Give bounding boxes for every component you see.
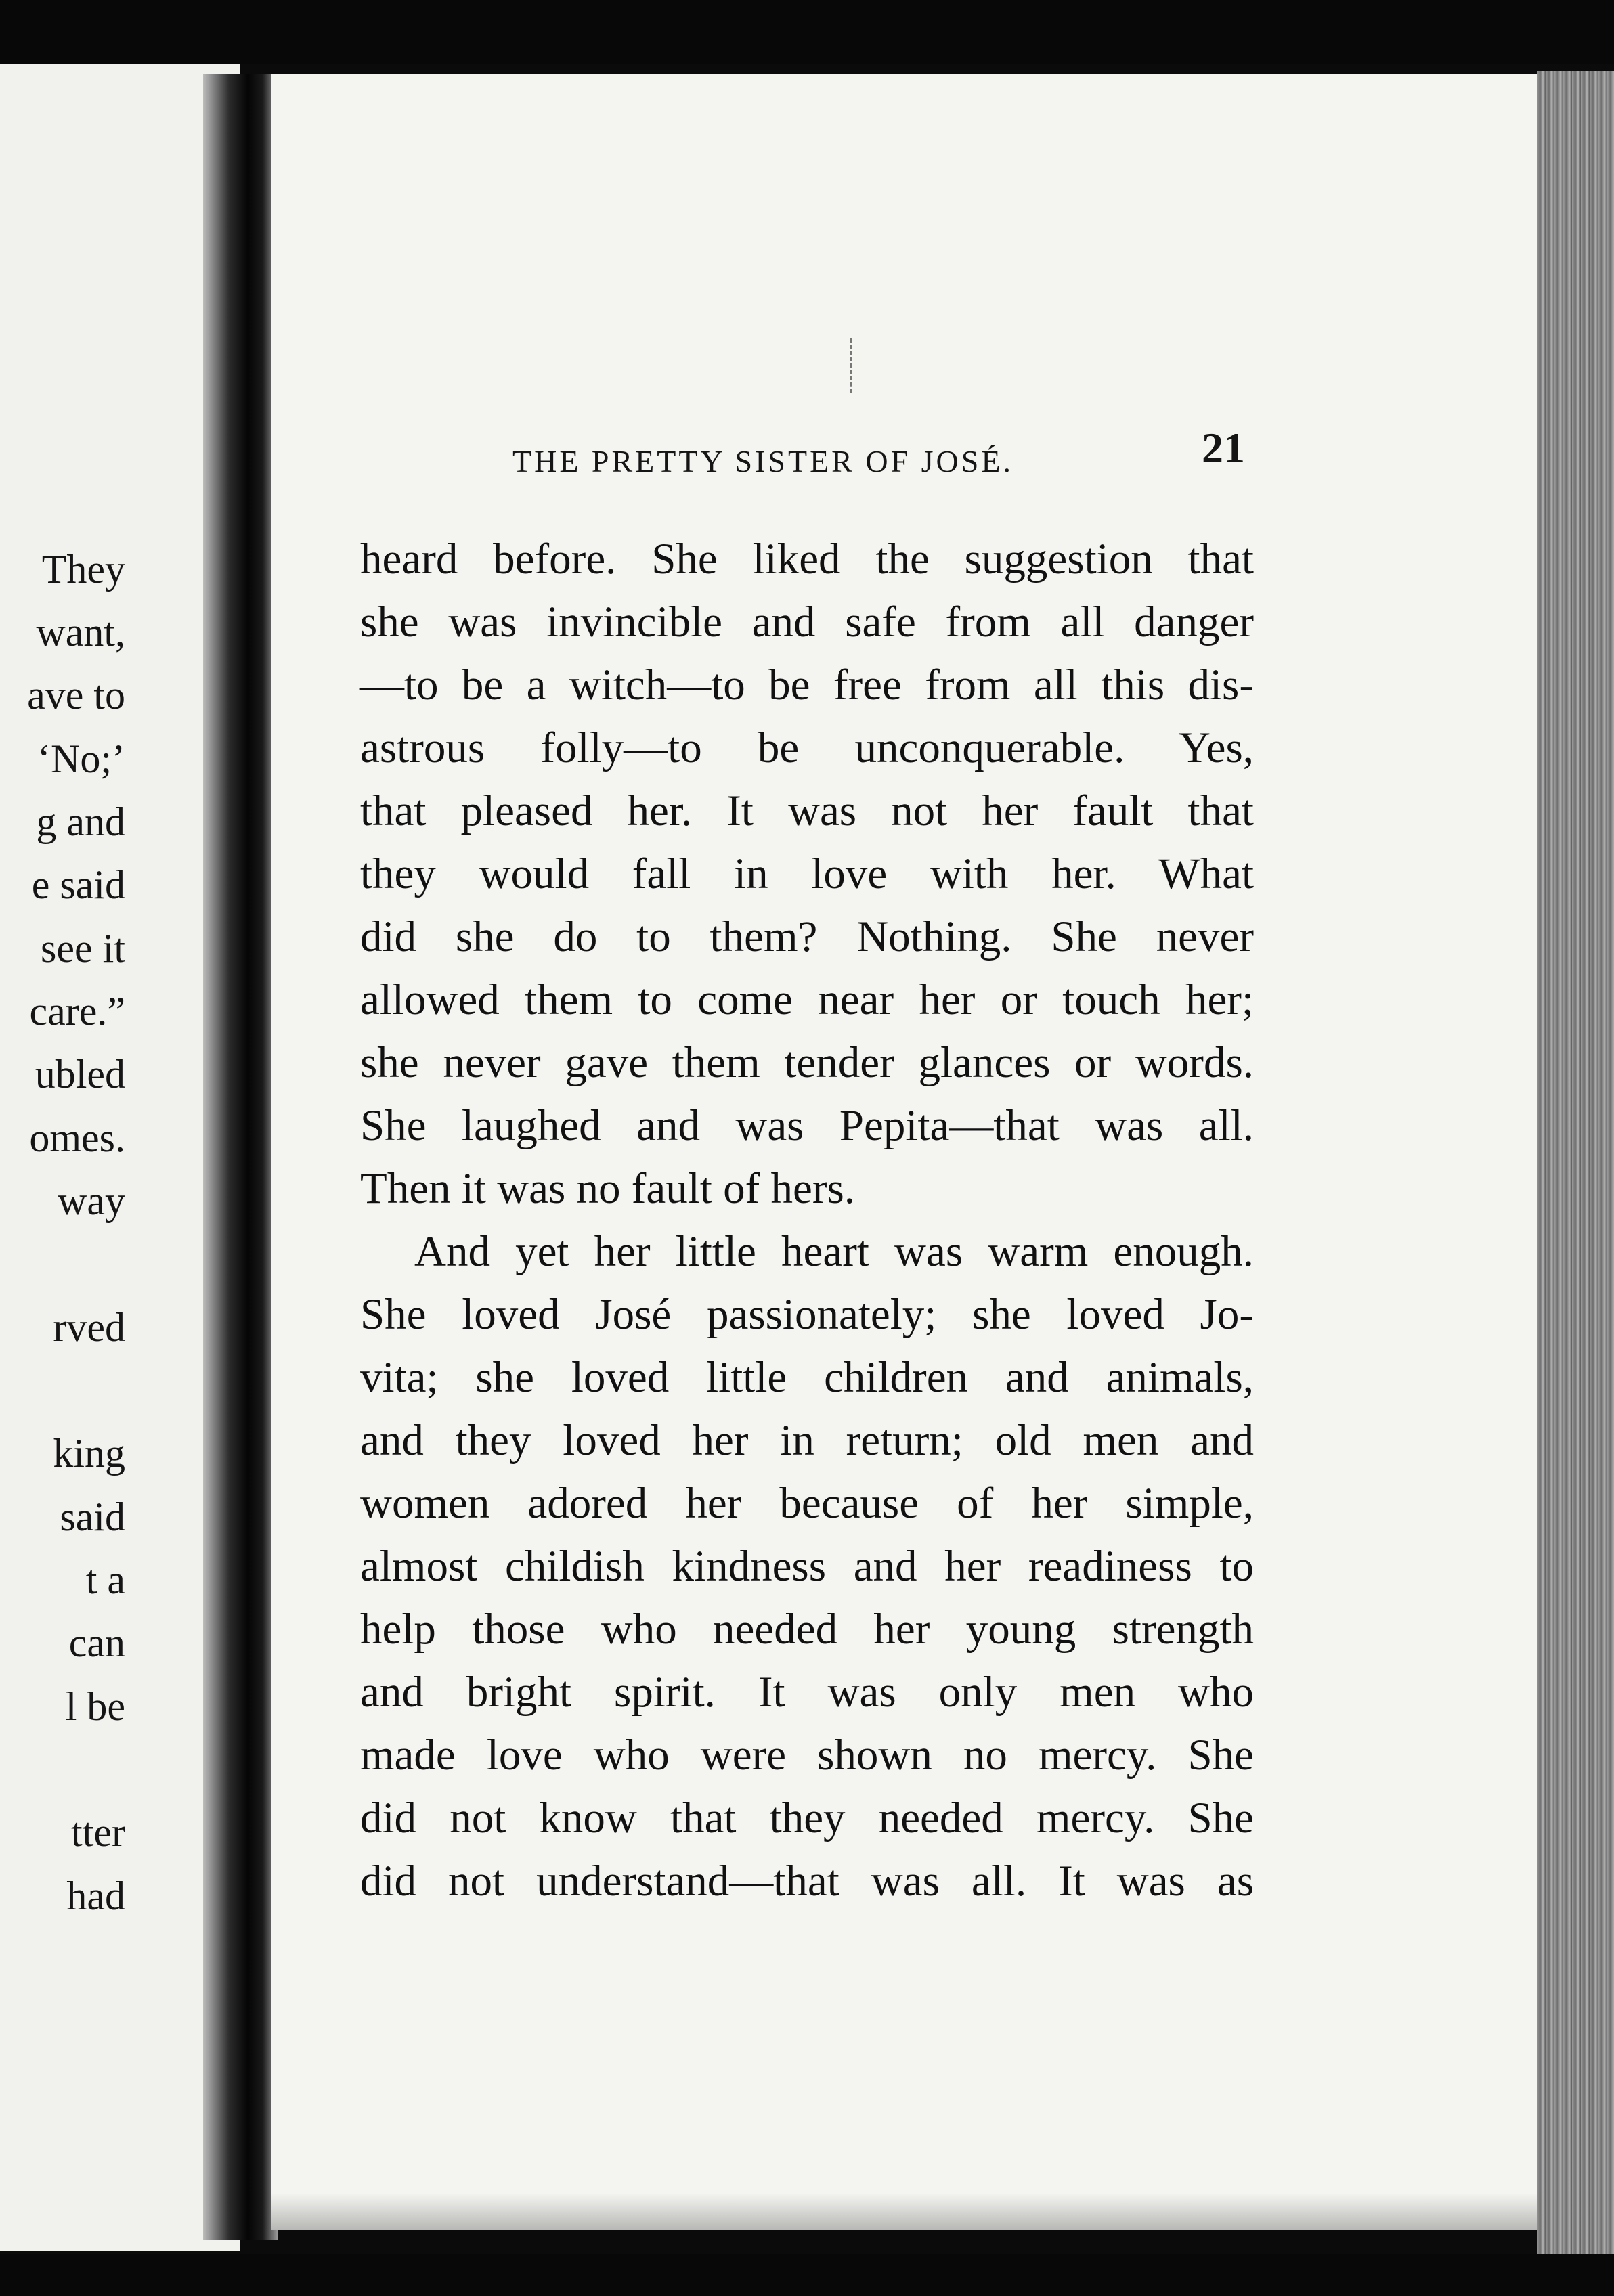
left-line: They	[41, 547, 125, 592]
text-line: did not understand—that was all. It was as	[360, 1857, 1254, 1905]
text-line: she was invincible and safe from all danger	[360, 598, 1254, 646]
left-line: t a	[85, 1558, 125, 1602]
left-line: ‘No;’	[37, 736, 125, 781]
text-line: And yet her little heart was warm enough.	[414, 1227, 1254, 1276]
text-line: heard before. She liked the suggestion that	[360, 535, 1254, 583]
scan-border-bottom	[0, 2254, 1614, 2296]
book-gutter	[203, 74, 278, 2240]
text-line: and bright spirit. It was only men who	[360, 1668, 1254, 1717]
text-line: and they loved her in return; old men and	[360, 1416, 1254, 1465]
text-line: Then it was no fault of hers.	[360, 1164, 856, 1213]
left-line: e said	[31, 862, 125, 907]
text-line: astrous folly—to be unconquerable. Yes,	[360, 724, 1254, 772]
text-line: that pleased her. It was not her fault that	[360, 787, 1254, 835]
left-line: ubled	[35, 1052, 125, 1097]
left-line: tter	[71, 1810, 125, 1855]
body-text	[360, 528, 1281, 1913]
text-line: women adored her because of her simple,	[360, 1479, 1254, 1528]
text-line: made love who were shown no mercy. She	[360, 1731, 1254, 1780]
text-line: allowed them to come near her or touch her;	[360, 975, 1254, 1024]
left-line: king	[53, 1431, 125, 1476]
left-line: l be	[65, 1684, 125, 1729]
left-line: see it	[41, 926, 125, 971]
left-line: omes.	[29, 1116, 125, 1160]
text-line: did not know that they needed mercy. She	[360, 1794, 1254, 1842]
left-line: rved	[53, 1305, 125, 1350]
text-line: did she do to them? Nothing. She never	[360, 912, 1254, 961]
text-line: She laughed and was Pepita—that was all.	[360, 1101, 1254, 1150]
left-line: care.”	[29, 989, 125, 1034]
text-line: —to be a witch—to be free from all this dis-	[360, 661, 1254, 709]
page-edges	[1537, 71, 1614, 2264]
printer-mark	[850, 338, 854, 393]
left-line: ave to	[27, 673, 125, 718]
page-bottom-shadow	[271, 2193, 1554, 2230]
text-line: she never gave them tender glances or words.	[360, 1038, 1254, 1087]
text-line: almost childish kindness and her readiness to	[360, 1542, 1254, 1591]
running-head: THE PRETTY SISTER OF JOSÉ.	[512, 444, 1013, 479]
text-line: they would fall in love with her. What	[360, 849, 1254, 898]
left-line: g and	[36, 799, 125, 844]
left-line: had	[66, 1874, 125, 1918]
page-number: 21	[1202, 424, 1245, 472]
scan-border-top	[0, 0, 1614, 64]
left-line: said	[60, 1495, 125, 1539]
left-line: way	[58, 1178, 125, 1223]
left-line: want,	[36, 610, 125, 655]
left-line: can	[68, 1620, 125, 1665]
text-line: help those who needed her young strength	[360, 1605, 1254, 1654]
text-line: vita; she loved little children and animals,	[360, 1353, 1254, 1402]
text-line: She loved José passionately; she loved Jo-	[360, 1290, 1254, 1339]
